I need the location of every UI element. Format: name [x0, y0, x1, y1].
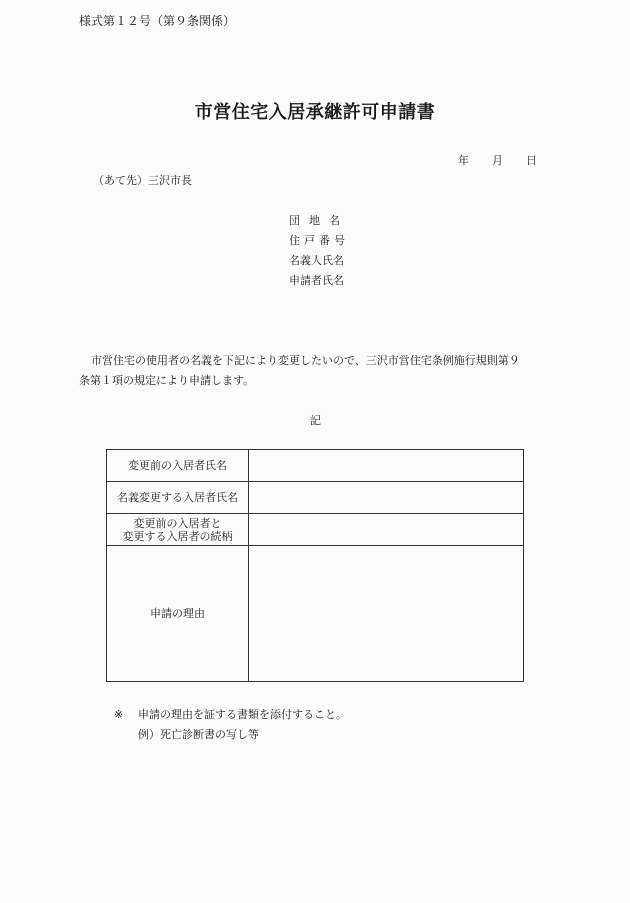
label-reason: 申請の理由: [107, 546, 249, 682]
note-2: 例）死亡診断書の写し等: [138, 728, 259, 741]
document-title: 市営住宅入居承継許可申請書: [194, 102, 436, 123]
input-relationship[interactable]: [249, 514, 524, 546]
field-label-applicant-name: 申請者氏名: [289, 274, 344, 287]
field-label-unit-number: 住戸番号: [289, 234, 349, 247]
label-relationship-line-1: 変更前の入居者と: [133, 516, 222, 530]
table-row: [107, 482, 524, 514]
application-table: [106, 449, 524, 682]
label-relationship-line-2: 変更する入居者の続柄: [122, 529, 233, 543]
ki-heading: 記: [310, 414, 321, 427]
note-1: [114, 706, 347, 722]
table-row: [107, 546, 524, 682]
label-previous-resident-name: 変更前の入居者氏名: [107, 450, 249, 482]
addressee: （あて先）三沢市長: [93, 174, 192, 187]
input-new-resident-name[interactable]: [249, 482, 524, 514]
field-label-complex-name: 団地名: [289, 214, 349, 227]
label-new-resident-name: 名義変更する入居者氏名: [107, 482, 249, 514]
field-label-holder-name: 名義人氏名: [289, 254, 344, 267]
body-text-line-1: 市営住宅の使用者の名義を下記により変更したいので、三沢市営住宅条例施行規則第９: [91, 354, 520, 367]
table-row: [107, 450, 524, 482]
date-day: 日: [526, 154, 537, 167]
body-text-line-2: 条第１項の規定により申請します。: [79, 374, 255, 387]
input-reason[interactable]: [249, 546, 524, 682]
date-month: 月: [492, 154, 503, 167]
note-1-text: 申請の理由を証する書類を添付すること。: [138, 708, 347, 721]
date-year: 年: [458, 154, 469, 167]
label-relationship: [107, 514, 249, 546]
date-line: [458, 152, 537, 168]
note-mark: ※: [114, 708, 124, 721]
input-previous-resident-name[interactable]: [249, 450, 524, 482]
form-number: 様式第１２号（第９条関係）: [79, 14, 236, 28]
table-row: [107, 514, 524, 546]
